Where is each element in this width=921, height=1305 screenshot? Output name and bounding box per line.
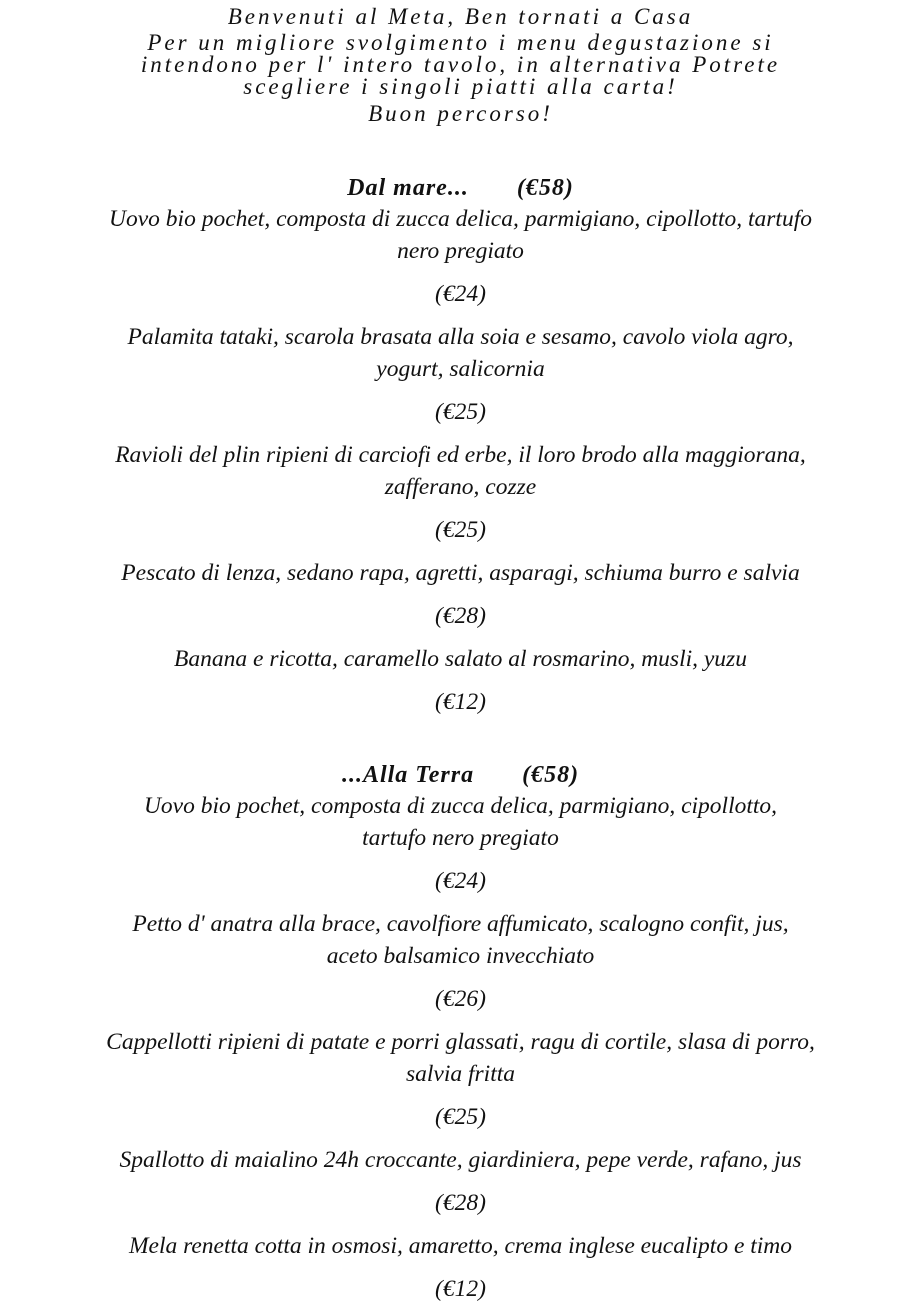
dish-name-line-1: Uovo bio pochet, composta di zucca delica, parmigiano, cipollotto, [143,793,778,819]
dish-item [0,908,921,972]
dish-name-line-1: Palamita tataki, scarola brasata alla soia e sesamo, cavolo viola agro, [127,324,794,350]
dish-item [0,203,921,267]
dish-name-line-1: Pescato di lenza, sedano rapa, agretti, asparagi, schiuma burro e salvia [121,560,800,586]
dish-name-line-2: aceto balsamico invecchiato [326,943,595,969]
dish-item [0,439,921,503]
dish-price: (€28) [435,603,486,629]
dish-item [0,643,921,675]
dish-item [0,1026,921,1090]
dish-name-line-1: Ravioli del plin ripieni di carciofi ed erbe, il loro brodo alla maggiorana, [115,442,806,468]
dish-price: (€26) [435,986,486,1012]
dish-price: (€28) [435,1190,486,1216]
dish-price: (€25) [435,1104,486,1130]
closing-line: Buon percorso! [368,101,553,126]
section-title: ...Alla Terra [341,762,475,788]
dish-item [0,1144,921,1176]
section-price: (€58) [516,175,574,201]
dish-price: (€25) [435,517,486,543]
dish-item [0,557,921,589]
intro-line-1: Per un migliore svolgimento i menu degustazione si [147,30,774,55]
dish-name-line-1: Uovo bio pochet, composta di zucca delica, parmigiano, cipollotto, tartufo [109,206,812,232]
dish-name-line-1: Cappellotti ripieni di patate e porri glassati, ragu di cortile, slasa di porro, [106,1029,815,1055]
welcome-line: Benvenuti al Meta, Ben tornati a Casa [227,4,694,29]
intro-block [0,6,921,125]
section-heading-sea [0,173,921,203]
dish-item [0,790,921,854]
dish-name-line-1: Petto d' anatra alla brace, cavolfiore affumicato, scalogno confit, jus, [132,911,789,937]
dish-price: (€25) [435,399,486,425]
dish-price: (€12) [435,689,486,715]
dish-item [0,321,921,385]
intro-line-3: scegliere i singoli piatti alla carta! [243,74,678,99]
dish-name-line-2: yogurt, salicornia [376,356,545,382]
dish-name-line-2: salvia fritta [405,1061,516,1087]
section-price: (€58) [522,762,580,788]
dish-name-line-1: Spallotto di maialino 24h croccante, giardiniera, pepe verde, rafano, jus [119,1147,802,1173]
dish-name-line-2: nero pregiato [397,238,524,264]
dish-name-line-2: zafferano, cozze [384,474,537,500]
dish-item [0,1230,921,1262]
dish-price: (€12) [435,1276,486,1302]
section-title: Dal mare... [347,175,469,201]
intro-line-2: intendono per l' intero tavolo, in alternativa Potrete [140,52,781,77]
dish-name-line-2: tartufo nero pregiato [362,825,559,851]
dish-price: (€24) [435,868,486,894]
dish-name-line-1: Banana e ricotta, caramello salato al rosmarino, musli, yuzu [174,646,747,672]
dish-price: (€24) [435,281,486,307]
dish-name-line-1: Mela renetta cotta in osmosi, amaretto, crema inglese eucalipto e timo [128,1233,793,1259]
section-heading-land [0,760,921,790]
